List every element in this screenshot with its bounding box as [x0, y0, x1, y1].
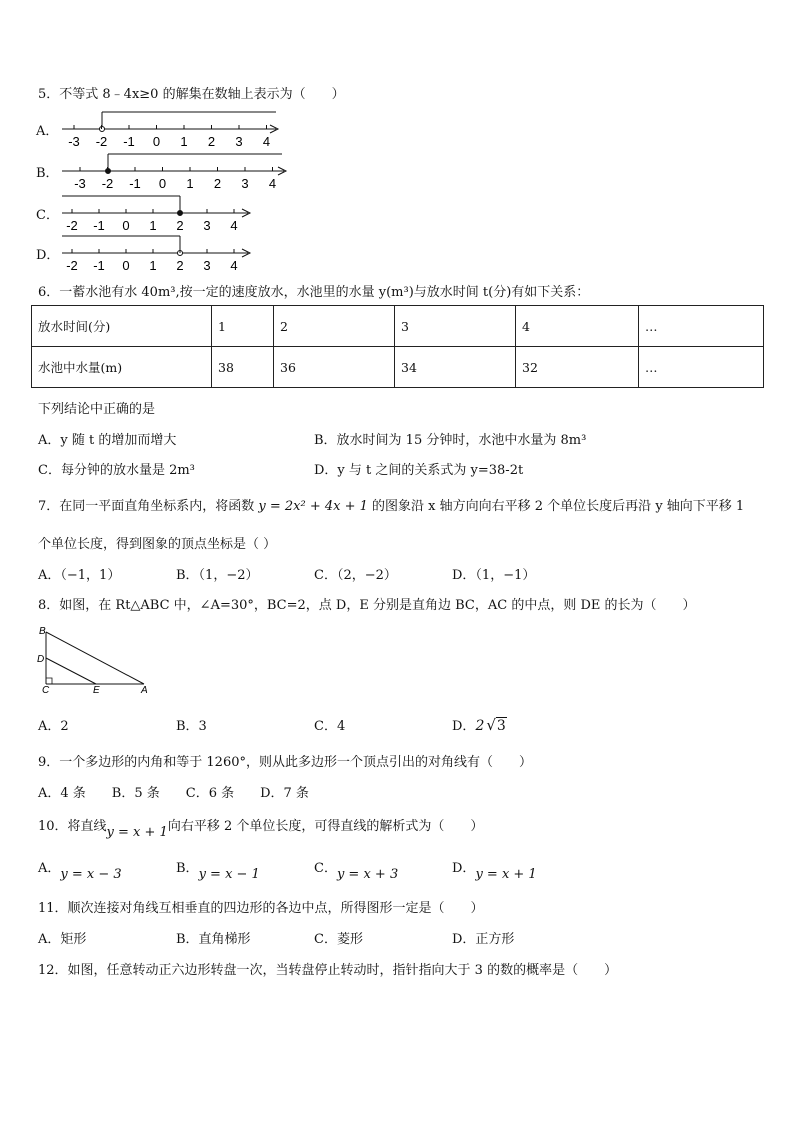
q7-option-a: A．（−1，1）	[38, 568, 121, 583]
q6-stem: 6．一蓄水池有水 40m³,按一定的速度放水，水池里的水量 y(m³)与放水时间 t(分)有如下关系：	[38, 285, 590, 300]
tick-label: 1	[149, 258, 157, 273]
table-row	[32, 347, 764, 388]
q6-prompt: 下列结论中正确的是	[38, 402, 156, 417]
q10-option-b	[176, 857, 260, 882]
tick-label: -3	[74, 176, 86, 191]
q5-option-c-label: C．	[36, 208, 59, 223]
number-line-a	[60, 108, 286, 150]
q10-stem-post: 向右平移 2 个单位长度，可得直线的解析式为（ ）	[167, 819, 484, 834]
q10-option-c-formula: y = x + 3	[336, 867, 399, 882]
q5-stem: 5．不等式 8﹣4x≥0 的解集在数轴上表示为（ ）	[38, 87, 345, 102]
tick-label: -3	[68, 134, 80, 149]
table-cell: 水池中水量(m)	[32, 347, 212, 388]
tick-label: 1	[186, 176, 194, 191]
q10-formula: y = x + 1	[106, 825, 168, 840]
q7-option-c: C．（2，−2）	[314, 568, 397, 583]
tick-label: 0	[122, 258, 130, 273]
table-cell: 1	[212, 306, 274, 347]
q10-stem-pre: 10．将直线	[38, 819, 107, 834]
q11-option-d: D．正方形	[452, 932, 515, 947]
table-cell: 36	[274, 347, 395, 388]
q5-option-d-label: D．	[36, 248, 60, 263]
q9-options: A．4 条 B．5 条 C．6 条 D．7 条	[38, 786, 309, 801]
triangle-figure	[34, 622, 159, 696]
q10-option-b-label: B．	[176, 861, 199, 876]
q7-option-b: B．（1，−2）	[176, 568, 259, 583]
tick-label: 1	[180, 134, 188, 149]
tick-label: -2	[95, 134, 108, 149]
tick-label: -2	[66, 218, 78, 233]
vertex-label-d: D	[37, 654, 45, 665]
q8-option-b: B．3	[176, 719, 207, 734]
tick-label: 4	[230, 218, 238, 233]
q10-stem	[38, 815, 484, 840]
q8-option-c: C．4	[314, 719, 346, 734]
tick-label: 4	[268, 176, 277, 191]
q7-stem-pre: 7．在同一平面直角坐标系内，将函数	[38, 499, 259, 514]
table-cell: 38	[212, 347, 274, 388]
q12-stem: 12．如图，任意转动正六边形转盘一次，当转盘停止转动时，指针指向大于 3 的数的概率是（ ）	[38, 963, 618, 978]
q11-stem: 11．顺次连接对角线互相垂直的四边形的各边中点，所得图形一定是（ ）	[38, 901, 484, 916]
tick-label: -2	[101, 176, 114, 191]
q10-option-a	[38, 857, 122, 882]
tick-label: -1	[123, 134, 135, 149]
vertex-label-b: B	[39, 626, 46, 637]
q11-option-b: B．直角梯形	[176, 932, 251, 947]
q10-option-c-label: C．	[314, 861, 337, 876]
q9-stem: 9．一个多边形的内角和等于 1260°，则从此多边形一个顶点引出的对角线有（ ）	[38, 755, 532, 770]
table-cell: …	[639, 306, 764, 347]
q8-option-d-label: D．	[452, 719, 476, 734]
tick-label: 0	[122, 218, 130, 233]
q11-option-c: C．菱形	[314, 932, 363, 947]
number-line-b	[60, 150, 292, 192]
q8-option-a: A．2	[38, 719, 69, 734]
q7-option-d: D．（1，−1）	[452, 568, 536, 583]
q7-stem-line2: 个单位长度，得到图象的顶点坐标是（ ）	[38, 537, 277, 552]
q7-formula: y = 2x² + 4x + 1	[258, 499, 368, 514]
q5-option-b-label: B．	[36, 166, 59, 181]
table-cell: …	[639, 347, 764, 388]
vertex-label-c: C	[42, 685, 50, 696]
tick-label: -1	[129, 176, 141, 191]
tick-label: -2	[66, 258, 78, 273]
tick-label: 2	[176, 258, 184, 273]
tick-label: 2	[213, 176, 222, 191]
tick-label: -1	[93, 258, 105, 273]
tick-label: -1	[93, 218, 105, 233]
vertex-label-a: A	[141, 685, 148, 696]
q8-option-d-coef: 2	[475, 718, 485, 734]
table-cell: 放水时间(分)	[32, 306, 212, 347]
table-cell: 2	[274, 306, 395, 347]
q6-option-d: D．y 与 t 之间的关系式为 y=38-2t	[314, 463, 524, 478]
tick-label: 0	[152, 134, 161, 149]
number-line-d	[60, 232, 258, 274]
vertex-label-e: E	[93, 685, 100, 696]
water-table	[31, 305, 764, 388]
table-cell: 32	[516, 347, 639, 388]
q10-option-b-formula: y = x − 1	[198, 867, 260, 882]
q5-option-a-label: A．	[36, 124, 59, 139]
tick-label: 4	[262, 134, 271, 149]
q10-option-c	[314, 857, 399, 882]
q11-option-a: A．矩形	[38, 932, 87, 947]
q10-option-d-label: D．	[452, 861, 476, 876]
table-row	[32, 306, 764, 347]
q6-option-b: B．放水时间为 15 分钟时，水池中水量为 8m³	[314, 433, 587, 448]
q10-option-d	[452, 857, 537, 882]
q10-option-a-label: A．	[38, 861, 61, 876]
table-cell: 4	[516, 306, 639, 347]
q8-stem: 8．如图，在 Rt△ABC 中，∠A=30°，BC=2，点 D，E 分别是直角边 BC，AC 的中点，则 DE 的长为（ ）	[38, 598, 696, 613]
tick-label: 4	[230, 258, 238, 273]
table-cell: 3	[395, 306, 516, 347]
tick-label: 1	[149, 218, 157, 233]
q10-option-d-formula: y = x + 1	[475, 867, 537, 882]
q8-option-d-radicand: 3	[496, 718, 506, 734]
tick-label: 3	[203, 218, 211, 233]
tick-label: 3	[235, 134, 243, 149]
sqrt-icon: √	[486, 716, 496, 734]
q6-option-a: A．y 随 t 的增加而增大	[38, 433, 177, 448]
q8-option-d	[452, 715, 507, 734]
q10-option-a-formula: y = x − 3	[60, 867, 122, 882]
table-cell: 34	[395, 347, 516, 388]
q6-option-c: C．每分钟的放水量是 2m³	[38, 463, 195, 478]
tick-label: 2	[207, 134, 216, 149]
q7-stem-post: 的图象沿 x 轴方向向右平移 2 个单位长度后再沿 y 轴向下平移 1	[367, 499, 745, 514]
q7-stem	[38, 495, 744, 514]
tick-label: 3	[241, 176, 249, 191]
tick-label: 3	[203, 258, 211, 273]
tick-label: 0	[158, 176, 167, 191]
number-line-c	[60, 192, 258, 234]
tick-label: 2	[176, 218, 184, 233]
